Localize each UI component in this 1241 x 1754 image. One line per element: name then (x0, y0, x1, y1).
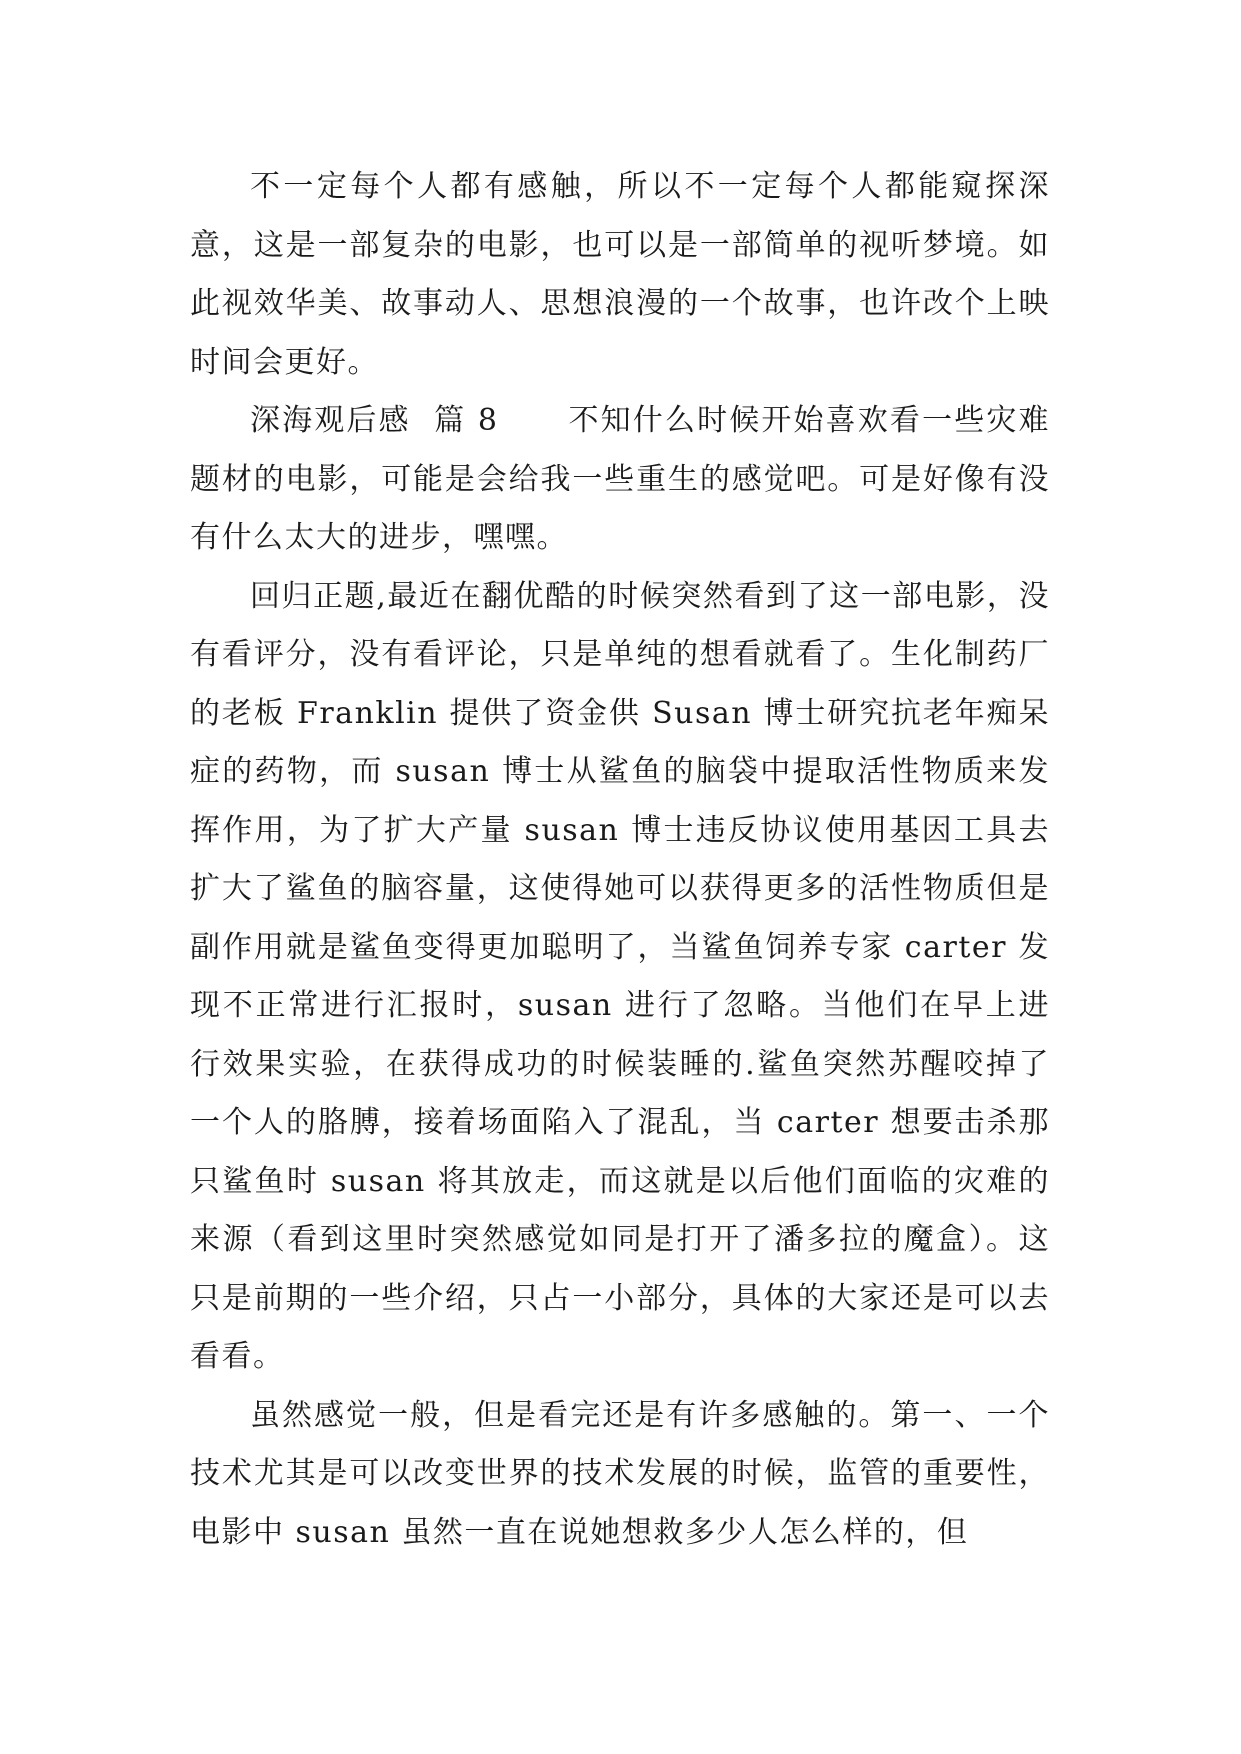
paragraph: 回归正题,最近在翻优酷的时候突然看到了这一部电影，没有看评分，没有看评论，只是单纯的想看就看了。生化制药厂的老板 Franklin 提供了资金供 Susan 博士研究抗老年痴呆症的药物，而 susan 博士从鲨鱼的脑袋中提取活性物质来发挥作用，为了扩大产量 susan 博士违反协议使用基因工具去扩大了鲨鱼的脑容量，这使得她可以获得更多的活性物质但是副作用就是鲨鱼变得更加聪明了，当鲨鱼饲养专家 carter 发现不正常进行汇报时，susan 进行了忽略。当他们在早上进行效果实验，在获得成功的时候装睡的.鲨鱼突然苏醒咬掉了一个人的胳膊，接着场面陷入了混乱，当 carter 想要击杀那只鲨鱼时 susan 将其放走，而这就是以后他们面临的灾难的来源（看到这里时突然感觉如同是打开了潘多拉的魔盒）。这只是前期的一些介绍，只占一小部分，具体的大家还是可以去看看。 (190, 578, 1050, 1374)
paragraph: 不一定每个人都有感触，所以不一定每个人都能窥探深意，这是一部复杂的电影，也可以是一部简单的视听梦境。如此视效华美、故事动人、思想浪漫的一个故事，也许改个上映时间会更好。 (190, 169, 1050, 380)
section-heading: 深海观后感 (250, 403, 411, 438)
document-body (190, 158, 1050, 1562)
section-number: 篇 8 (434, 403, 499, 438)
paragraph: 虽然感觉一般，但是看完还是有许多感触的。第一、一个技术尤其是可以改变世界的技术发展的时候，监管的重要性，电影中 susan 虽然一直在说她想救多少人怎么样的，但 (190, 1397, 1050, 1550)
section-text: 不知什么时候开始喜欢看一些灾难题材的电影，可能是会给我一些重生的感觉吧。可是好像有没有什么太大的进步，嘿嘿。 (190, 403, 1050, 555)
section-paragraph (190, 392, 1050, 568)
